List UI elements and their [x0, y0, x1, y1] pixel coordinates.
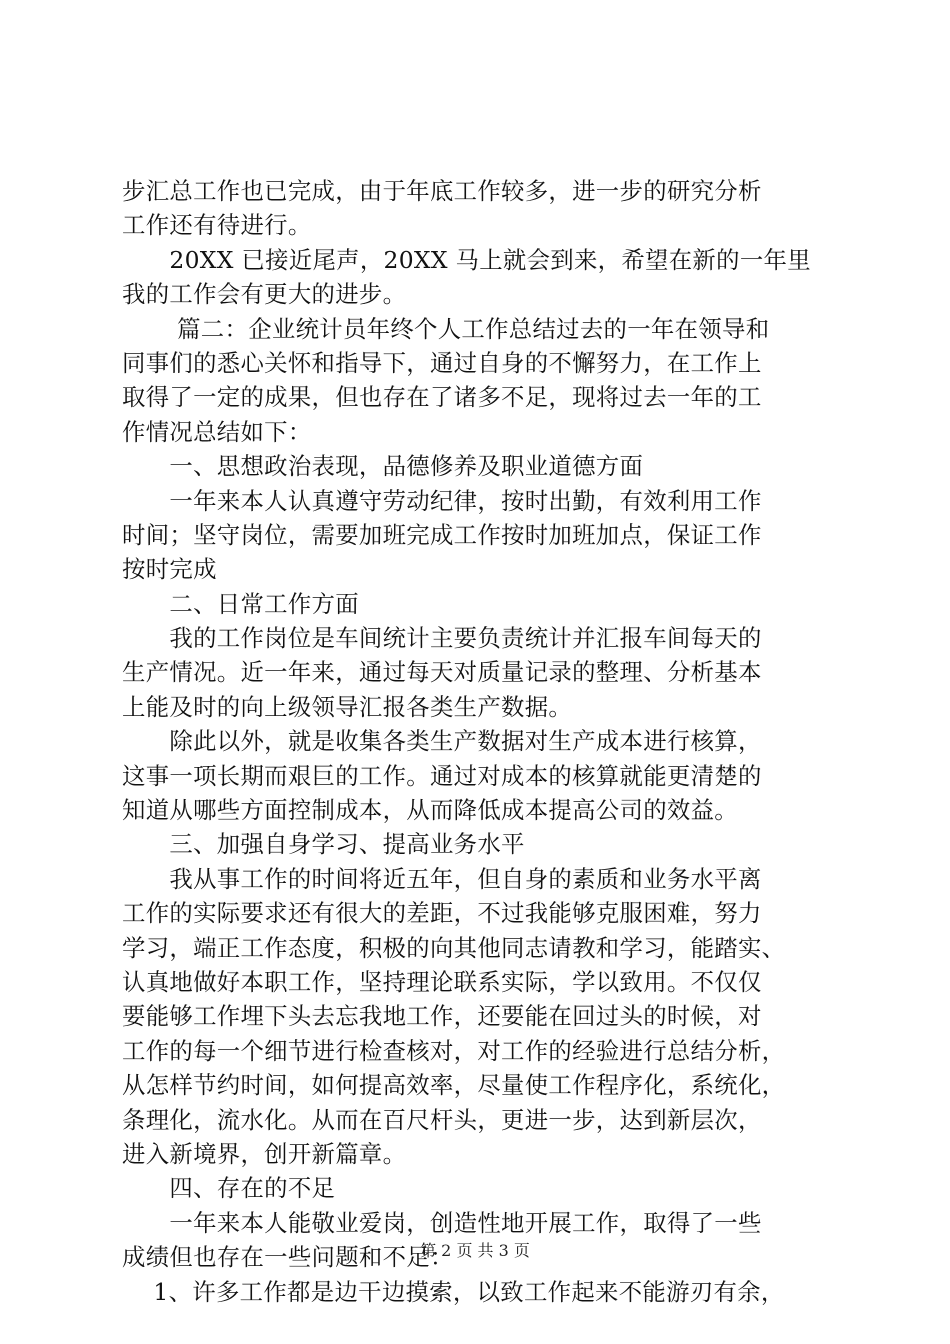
text-line: 时间；坚守岗位，需要加班完成工作按时加班加点，保证工作 — [122, 520, 762, 549]
text-line: 这事一项长期而艰巨的工作。通过对成本的核算就能更清楚的 — [122, 761, 762, 790]
text-line: 工作还有待进行。 — [122, 211, 312, 240]
text-line: 一年来本人认真遵守劳动纪律，按时出勤，有效利用工作 — [122, 486, 762, 515]
text-line: 学习，端正工作态度，积极的向其他同志请教和学习，能踏实、 — [122, 933, 786, 962]
text-line: 按时完成 — [122, 555, 217, 584]
text-line: 工作的实际要求还有很大的差距，不过我能够克服困难，努力 — [122, 899, 762, 928]
text-line: 工作的每一个细节进行检查核对，对工作的经验进行总结分析， — [122, 1036, 786, 1065]
text-line: 除此以外，就是收集各类生产数据对生产成本进行核算， — [122, 727, 762, 756]
section-heading: 一、思想政治表现，品德修养及职业道德方面 — [122, 452, 644, 481]
text-line: 1、许多工作都是边干边摸索，以致工作起来不能游刃有余， — [122, 1277, 785, 1306]
document-body — [122, 174, 834, 1309]
text-line: 步汇总工作也已完成，由于年底工作较多，进一步的研究分析 — [122, 177, 762, 205]
text-line: 要能够工作埋下头去忘我地工作，还要能在回过头的时候，对 — [122, 1002, 762, 1031]
section-heading: 四、存在的不足 — [122, 1174, 336, 1203]
text-line: 同事们的悉心关怀和指导下，通过自身的不懈努力，在工作上 — [122, 348, 762, 377]
text-line: 我的工作岗位是车间统计主要负责统计并汇报车间每天的 — [122, 624, 762, 653]
text-line: 作情况总结如下： — [122, 417, 312, 446]
text-line: 认真地做好本职工作，坚持理论联系实际，学以致用。不仅仅 — [122, 967, 762, 996]
text-line: 我从事工作的时间将近五年，但自身的素质和业务水平离 — [122, 864, 762, 893]
text-line: 我的工作会有更大的进步。 — [122, 280, 407, 309]
text-line: 从怎样节约时间，如何提高效率，尽量使工作程序化，系统化， — [122, 1071, 786, 1100]
section-heading: 二、日常工作方面 — [122, 589, 359, 618]
text-line: 20XX 已接近尾声，20XX 马上就会到来，希望在新的一年里 — [122, 245, 811, 274]
text-line: 生产情况。近一年来，通过每天对质量记录的整理、分析基本 — [122, 658, 762, 687]
text-line: 进入新境界，创开新篇章。 — [122, 1139, 407, 1168]
text-line: 成绩但也存在一些问题和不足： — [122, 1243, 454, 1272]
section-heading: 三、加强自身学习、提高业务水平 — [122, 830, 525, 859]
text-line: 上能及时的向上级领导汇报各类生产数据。 — [122, 692, 573, 721]
text-line: 篇二：企业统计员年终个人工作总结过去的一年在领导和 — [122, 314, 770, 343]
text-line: 一年来本人能敬业爱岗，创造性地开展工作，取得了一些 — [122, 1208, 762, 1237]
text-line: 取得了一定的成果，但也存在了诸多不足，现将过去一年的工 — [122, 383, 762, 412]
text-line: 知道从哪些方面控制成本，从而降低成本提高公司的效益。 — [122, 796, 738, 825]
page-number-footer: 第 2 页 共 3 页 — [420, 1241, 530, 1260]
text-line: 条理化，流水化。从而在百尺杆头，更进一步，达到新层次， — [122, 1105, 762, 1134]
